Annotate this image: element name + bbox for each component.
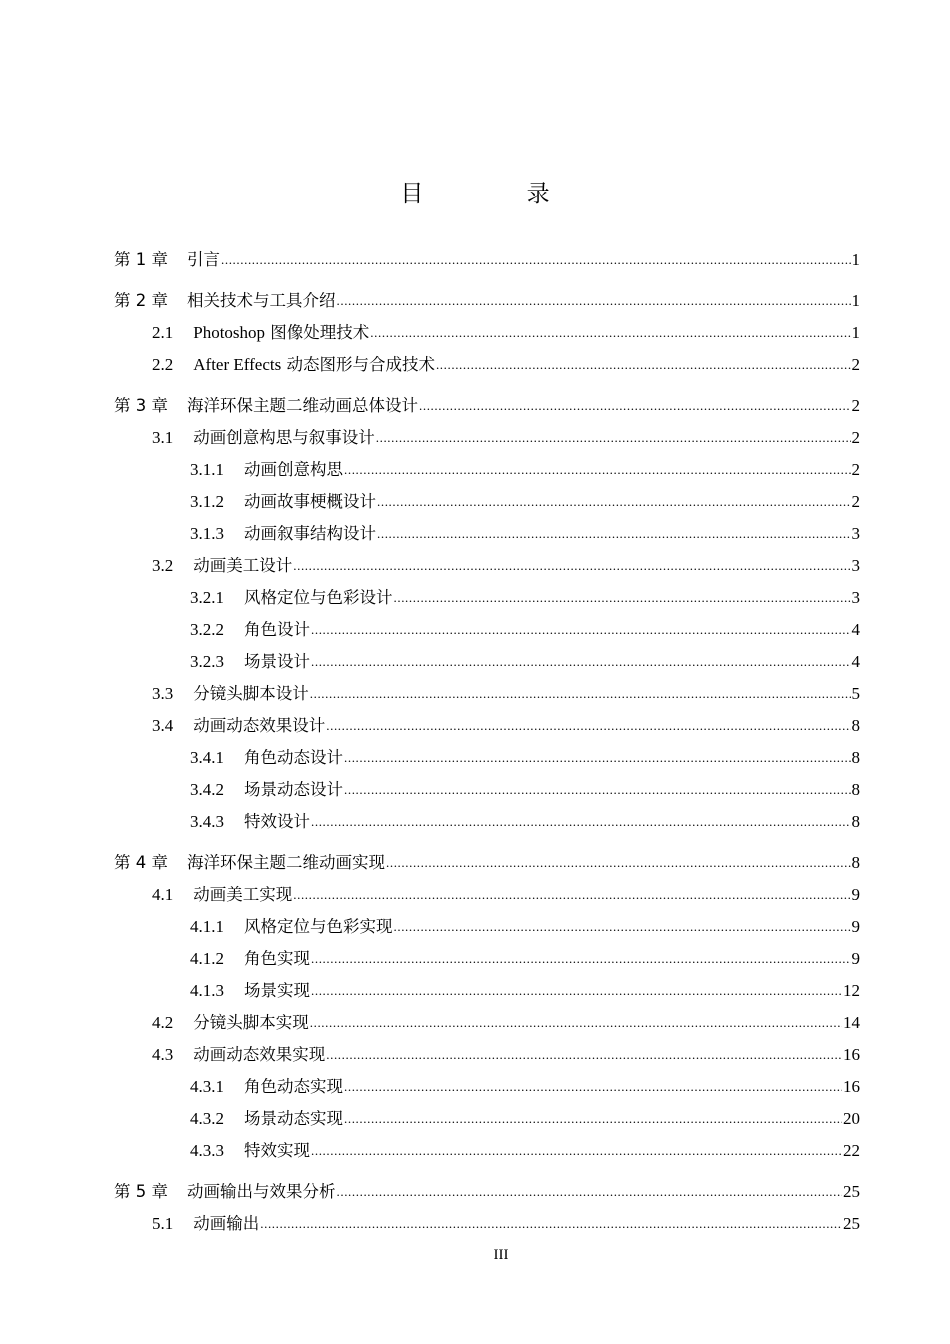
toc-entry-number: 第 3 章 bbox=[114, 396, 168, 415]
toc-section-entry[interactable] bbox=[114, 317, 860, 349]
toc-entry-label: 动画创意构思与叙事设计 bbox=[193, 428, 375, 447]
toc-subsection-entry[interactable] bbox=[114, 1135, 860, 1167]
toc-subsection-entry[interactable] bbox=[114, 1103, 860, 1135]
toc-dot-leader bbox=[394, 581, 851, 614]
toc-entry-page: 14 bbox=[843, 1013, 860, 1032]
toc-entry-number: 3.4.2 bbox=[190, 780, 224, 799]
page-number: III bbox=[493, 1247, 509, 1263]
toc-entry-label: 角色动态实现 bbox=[244, 1077, 343, 1096]
toc-entry-page: 12 bbox=[843, 981, 860, 1000]
toc-entry-label: 动画动态效果设计 bbox=[193, 716, 326, 735]
table-of-contents bbox=[114, 244, 860, 1240]
toc-entry-page: 8 bbox=[851, 748, 860, 767]
toc-section-entry[interactable] bbox=[114, 550, 860, 582]
toc-entry-page: 2 bbox=[851, 355, 860, 374]
toc-entry-label: 引言 bbox=[187, 250, 220, 269]
toc-dot-leader bbox=[260, 1207, 842, 1240]
toc-dot-leader bbox=[337, 284, 851, 317]
toc-subsection-entry[interactable] bbox=[114, 806, 860, 838]
toc-entry-number: 3.2.2 bbox=[190, 620, 224, 639]
toc-entry-page: 3 bbox=[851, 524, 860, 543]
toc-entry-label: 风格定位与色彩设计 bbox=[244, 588, 393, 607]
toc-subsection-entry[interactable] bbox=[114, 975, 860, 1007]
toc-entry-page: 25 bbox=[843, 1214, 860, 1233]
toc-dot-leader bbox=[344, 453, 851, 486]
toc-subsection-entry[interactable] bbox=[114, 1071, 860, 1103]
toc-entry-page: 8 bbox=[851, 780, 860, 799]
toc-entry-page: 3 bbox=[851, 556, 860, 575]
toc-entry-label: 角色动态设计 bbox=[244, 748, 343, 767]
toc-entry-label: 场景实现 bbox=[244, 981, 310, 1000]
toc-dot-leader bbox=[377, 517, 851, 550]
toc-entry-page: 2 bbox=[851, 492, 860, 511]
toc-entry-label: 分镜头脚本设计 bbox=[193, 684, 309, 703]
toc-entry-number: 3.1.1 bbox=[190, 460, 224, 479]
toc-entry-page: 2 bbox=[851, 460, 860, 479]
toc-entry-label: 分镜头脚本实现 bbox=[193, 1013, 309, 1032]
toc-entry-number: 第 1 章 bbox=[114, 250, 168, 269]
toc-dot-leader bbox=[311, 942, 851, 975]
toc-entry-number: 3.4.1 bbox=[190, 748, 224, 767]
toc-dot-leader bbox=[311, 1134, 842, 1167]
toc-dot-leader bbox=[394, 910, 851, 943]
toc-entry-number: 3.3 bbox=[152, 684, 174, 703]
toc-entry-label: 角色设计 bbox=[244, 620, 310, 639]
toc-chapter-entry[interactable] bbox=[114, 390, 860, 422]
toc-entry-page: 4 bbox=[851, 620, 860, 639]
toc-entry-label: 动画创意构思 bbox=[244, 460, 343, 479]
toc-section-entry[interactable] bbox=[114, 1039, 860, 1071]
toc-subsection-entry[interactable] bbox=[114, 943, 860, 975]
toc-chapter-entry[interactable] bbox=[114, 847, 860, 879]
toc-entry-page: 16 bbox=[843, 1077, 860, 1096]
toc-dot-leader bbox=[377, 485, 851, 518]
toc-entry-label: 海洋环保主题二维动画总体设计 bbox=[187, 396, 418, 415]
toc-dot-leader bbox=[293, 878, 850, 911]
toc-dot-leader bbox=[311, 805, 851, 838]
toc-entry-label: 动画叙事结构设计 bbox=[244, 524, 376, 543]
toc-entry-number: 3.4.3 bbox=[190, 812, 224, 831]
toc-entry-number: 3.2.3 bbox=[190, 652, 224, 671]
toc-section-entry[interactable] bbox=[114, 678, 860, 710]
toc-entry-label: 动画故事梗概设计 bbox=[244, 492, 376, 511]
toc-entry-label: 动画美工设计 bbox=[193, 556, 293, 575]
toc-entry-page: 9 bbox=[851, 917, 860, 936]
toc-entry-page: 3 bbox=[851, 588, 860, 607]
toc-entry-page: 22 bbox=[843, 1141, 860, 1160]
toc-entry-label: 特效实现 bbox=[244, 1141, 310, 1160]
toc-entry-number: 3.1.3 bbox=[190, 524, 224, 543]
toc-entry-number: 第 4 章 bbox=[114, 853, 168, 872]
toc-entry-page: 9 bbox=[851, 885, 860, 904]
toc-entry-number: 4.3 bbox=[152, 1045, 174, 1064]
toc-entry-number: 3.1 bbox=[152, 428, 174, 447]
toc-entry-page: 8 bbox=[851, 812, 860, 831]
toc-chapter-entry[interactable] bbox=[114, 1176, 860, 1208]
toc-entry-label: Photoshop 图像处理技术 bbox=[193, 323, 370, 342]
toc-entry-page: 4 bbox=[851, 652, 860, 671]
toc-dot-leader bbox=[419, 389, 851, 422]
toc-chapter-entry[interactable] bbox=[114, 244, 860, 276]
toc-dot-leader bbox=[376, 421, 851, 454]
toc-entry-page: 8 bbox=[851, 716, 860, 735]
toc-entry-label: 相关技术与工具介绍 bbox=[187, 291, 336, 310]
toc-entry-number: 4.1.2 bbox=[190, 949, 224, 968]
toc-entry-number: 4.1 bbox=[152, 885, 174, 904]
toc-entry-page: 1 bbox=[851, 250, 860, 269]
toc-subsection-entry[interactable] bbox=[114, 911, 860, 943]
toc-subsection-entry[interactable] bbox=[114, 518, 860, 550]
toc-subsection-entry[interactable] bbox=[114, 774, 860, 806]
toc-dot-leader bbox=[370, 316, 850, 349]
toc-subsection-entry[interactable] bbox=[114, 454, 860, 486]
toc-entry-number: 4.2 bbox=[152, 1013, 174, 1032]
toc-entry-page: 16 bbox=[843, 1045, 860, 1064]
toc-section-entry[interactable] bbox=[114, 349, 860, 381]
toc-entry-number: 4.1.1 bbox=[190, 917, 224, 936]
toc-entry-label: 角色实现 bbox=[244, 949, 310, 968]
toc-subsection-entry[interactable] bbox=[114, 742, 860, 774]
toc-dot-leader bbox=[311, 645, 851, 678]
toc-entry-number: 4.3.2 bbox=[190, 1109, 224, 1128]
toc-entry-label: 海洋环保主题二维动画实现 bbox=[187, 853, 385, 872]
toc-entry-page: 2 bbox=[851, 396, 860, 415]
toc-entry-label: 特效设计 bbox=[244, 812, 310, 831]
toc-entry-label: 场景动态设计 bbox=[244, 780, 343, 799]
toc-entry-number: 3.4 bbox=[152, 716, 174, 735]
toc-entry-page: 2 bbox=[851, 428, 860, 447]
toc-dot-leader bbox=[344, 1070, 842, 1103]
toc-subsection-entry[interactable] bbox=[114, 582, 860, 614]
toc-entry-number: 第 2 章 bbox=[114, 291, 168, 310]
toc-entry-number: 4.3.3 bbox=[190, 1141, 224, 1160]
toc-subsection-entry[interactable] bbox=[114, 486, 860, 518]
toc-dot-leader bbox=[311, 613, 851, 646]
toc-title: 目 录 bbox=[400, 181, 598, 207]
toc-chapter-entry[interactable] bbox=[114, 285, 860, 317]
toc-dot-leader bbox=[344, 773, 851, 806]
toc-dot-leader bbox=[436, 348, 851, 381]
toc-dot-leader bbox=[311, 974, 842, 1007]
toc-dot-leader bbox=[310, 677, 851, 710]
toc-dot-leader bbox=[293, 549, 850, 582]
toc-dot-leader bbox=[386, 846, 851, 879]
toc-section-entry[interactable] bbox=[114, 710, 860, 742]
toc-entry-number: 2.1 bbox=[152, 323, 174, 342]
toc-entry-label: 动画输出 bbox=[193, 1214, 260, 1233]
toc-entry-number: 4.3.1 bbox=[190, 1077, 224, 1096]
toc-entry-number: 4.1.3 bbox=[190, 981, 224, 1000]
toc-entry-page: 9 bbox=[851, 949, 860, 968]
toc-entry-label: 风格定位与色彩实现 bbox=[244, 917, 393, 936]
toc-entry-label: After Effects 动态图形与合成技术 bbox=[193, 355, 435, 374]
toc-dot-leader bbox=[326, 1038, 842, 1071]
toc-entry-page: 1 bbox=[851, 291, 860, 310]
toc-entry-number: 第 5 章 bbox=[114, 1182, 168, 1201]
toc-entry-page: 20 bbox=[843, 1109, 860, 1128]
toc-entry-label: 动画动态效果实现 bbox=[193, 1045, 326, 1064]
toc-section-entry[interactable] bbox=[114, 1208, 860, 1240]
toc-entry-page: 1 bbox=[851, 323, 860, 342]
toc-dot-leader bbox=[326, 709, 850, 742]
toc-entry-page: 25 bbox=[843, 1182, 860, 1201]
toc-dot-leader bbox=[344, 741, 851, 774]
toc-entry-page: 5 bbox=[851, 684, 860, 703]
toc-entry-number: 3.1.2 bbox=[190, 492, 224, 511]
toc-dot-leader bbox=[337, 1175, 843, 1208]
toc-entry-label: 场景动态实现 bbox=[244, 1109, 343, 1128]
toc-entry-number: 5.1 bbox=[152, 1214, 174, 1233]
toc-section-entry[interactable] bbox=[114, 1007, 860, 1039]
toc-entry-page: 8 bbox=[851, 853, 860, 872]
toc-subsection-entry[interactable] bbox=[114, 614, 860, 646]
toc-entry-label: 动画输出与效果分析 bbox=[187, 1182, 336, 1201]
toc-dot-leader bbox=[344, 1102, 842, 1135]
toc-entry-number: 2.2 bbox=[152, 355, 174, 374]
toc-dot-leader bbox=[310, 1006, 842, 1039]
toc-entry-label: 动画美工实现 bbox=[193, 885, 293, 904]
toc-section-entry[interactable] bbox=[114, 422, 860, 454]
toc-section-entry[interactable] bbox=[114, 879, 860, 911]
toc-entry-number: 3.2 bbox=[152, 556, 174, 575]
toc-subsection-entry[interactable] bbox=[114, 646, 860, 678]
toc-entry-label: 场景设计 bbox=[244, 652, 310, 671]
toc-dot-leader bbox=[221, 243, 851, 276]
toc-entry-number: 3.2.1 bbox=[190, 588, 224, 607]
